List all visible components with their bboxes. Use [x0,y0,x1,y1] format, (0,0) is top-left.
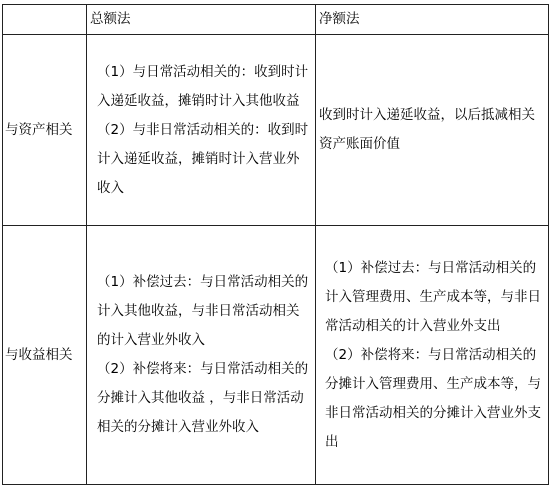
net-income-item-2: （2）补偿将来：与日常活动相关的分摊计入管理费用、生产成本等，与非日常活动相关的分摊计入营业外支出 [325,346,541,450]
net-income-item-1: （1）补偿过去：与日常活动相关的计入管理费用、生产成本等，与非日常活动相关的计入营业外支出 [325,259,541,334]
cell-gross-income [87,226,316,485]
header-gross-method: 总额法 [87,5,316,35]
net-asset-item-1: 收到时计入递延收益，以后抵减相关资产账面价值 [319,107,535,152]
gross-income-item-2: （2）补偿将来：与日常活动相关的分摊计入其他收益 ，与非日常活动相关的分摊计入营业外收入 [97,361,309,435]
row-category-income: 与收益相关 [3,226,87,485]
table-row-asset-related [3,35,549,226]
gross-asset-item-1: （1）与日常活动相关的：收到时计入递延收益，摊销时计入其他收益 [97,63,309,109]
comparison-table [2,4,549,485]
table-row-income-related [3,226,549,485]
cell-gross-asset [87,35,316,226]
gross-income-item-1: （1）补偿过去：与日常活动相关的计入其他收益，与非日常活动相关的计入营业外收入 [97,274,309,348]
row-category-asset: 与资产相关 [3,35,87,226]
gross-asset-item-2: （2）与非日常活动相关的：收到时计入递延收益，摊销时计入营业外收入 [97,121,309,196]
header-row [3,5,549,35]
header-net-method: 净额法 [316,5,549,35]
cell-net-asset [316,35,549,226]
cell-net-income [316,226,549,485]
header-corner-cell [3,5,87,35]
